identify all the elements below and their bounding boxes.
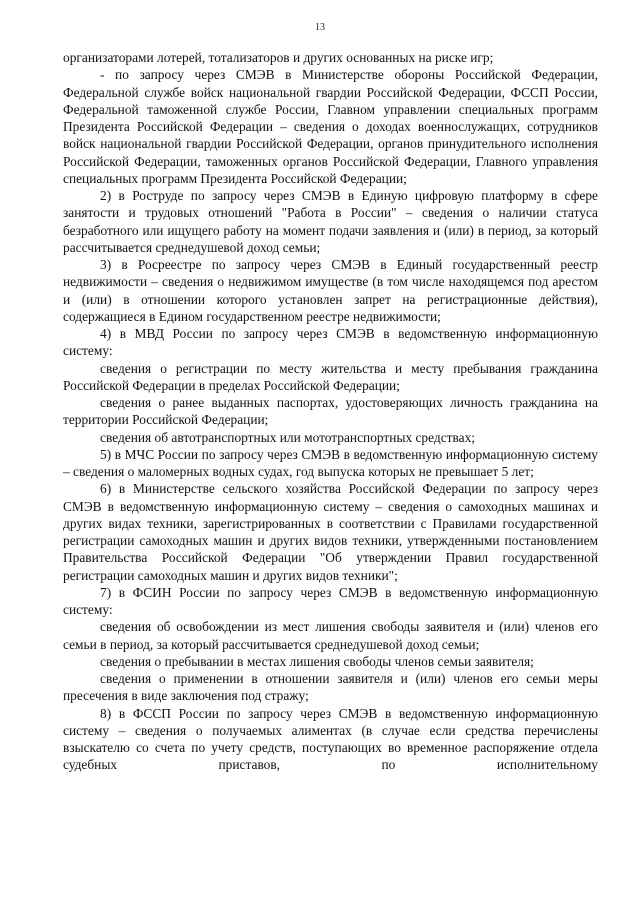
paragraph: 8) в ФССП России по запросу через СМЭВ в ведомственную информационную систему – сведения о получаемых алиментах (в случае если средства перечислены взыскателю со счета по учету средств, поступающих во временное распоряжение отдела судебных приставов, по исполнительному (63, 705, 598, 773)
paragraph: организаторами лотерей, тотализаторов и других основанных на риске игр; (63, 50, 494, 65)
paragraph: 6) в Министерстве сельского хозяйства Российской Федерации по запросу через СМЭВ в ведомственную информационную систему – сведения о самоходных машинах и других видах техники, зарегистрированных в соответствии с Правилами государственной регистрации самоходных машин и других видов техники, утвержденными постановлением Правительства Российской Федерации "Об утверждении Правил государственной регистрации самоходных машин и других видов техники"; (63, 481, 598, 583)
paragraph: 7) в ФСИН России по запросу через СМЭВ в ведомственную информационную систему: (63, 584, 598, 617)
paragraph: сведения об освобождении из мест лишения свободы заявителя и (или) членов его семьи в период, за который рассчитывается среднедушевой доход семьи; (63, 619, 598, 652)
paragraph: - по запросу через СМЭВ в Министерстве обороны Российской Федерации, Федеральной службе войск национальной гвардии Российской Федерации, ФССП России, Федеральной таможенной службе России, Главном управлении специальных программ Президента Российской Федерации – сведения о доходах военнослужащих, сотрудников войск национальной гвардии Российской Федерации, органов принудительного исполнения Российской Федерации, таможенных органов Российской Федерации, Главного управления специальных программ Президента Российской Федерации; (63, 67, 598, 186)
page-number: 13 (315, 22, 325, 33)
paragraph: сведения о применении в отношении заявителя и (или) членов его семьи меры пресечения в виде заключения под стражу; (63, 671, 598, 704)
paragraph: сведения о ранее выданных паспортах, удостоверяющих личность гражданина на территории Российской Федерации; (63, 395, 598, 428)
paragraph: сведения об автотранспортных или мототранспортных средствах; (100, 429, 476, 445)
paragraph: 2) в Роструде по запросу через СМЭВ в Единую цифровую платформу в сфере занятости и трудовых отношений "Работа в России" – сведения о наличии статуса безработного или ищущего работу на момент подачи заявления и (или) в период, за который рассчитывается среднедушевой доход семьи; (63, 188, 598, 255)
paragraph: сведения о пребывании в местах лишения свободы членов семьи заявителя; (100, 653, 534, 669)
paragraph: 4) в МВД России по запросу через СМЭВ в ведомственную информационную систему: (63, 326, 598, 359)
document-body (63, 49, 598, 774)
paragraph: 5) в МЧС России по запросу через СМЭВ в ведомственную информационную систему – сведения о маломерных водных судах, год выпуска которых не превышает 5 лет; (63, 446, 598, 479)
paragraph: 3) в Росреестре по запросу через СМЭВ в Единый государственный реестр недвижимости – сведения о недвижимом имуществе (в том числе находящемся под арестом и (или) в отношении которого установлен запрет на регистрационные действия), содержащиеся в Едином государственном реестре недвижимости; (63, 257, 598, 324)
paragraph: сведения о регистрации по месту жительства и месту пребывания гражданина Российской Федерации в пределах Российской Федерации; (63, 360, 598, 393)
